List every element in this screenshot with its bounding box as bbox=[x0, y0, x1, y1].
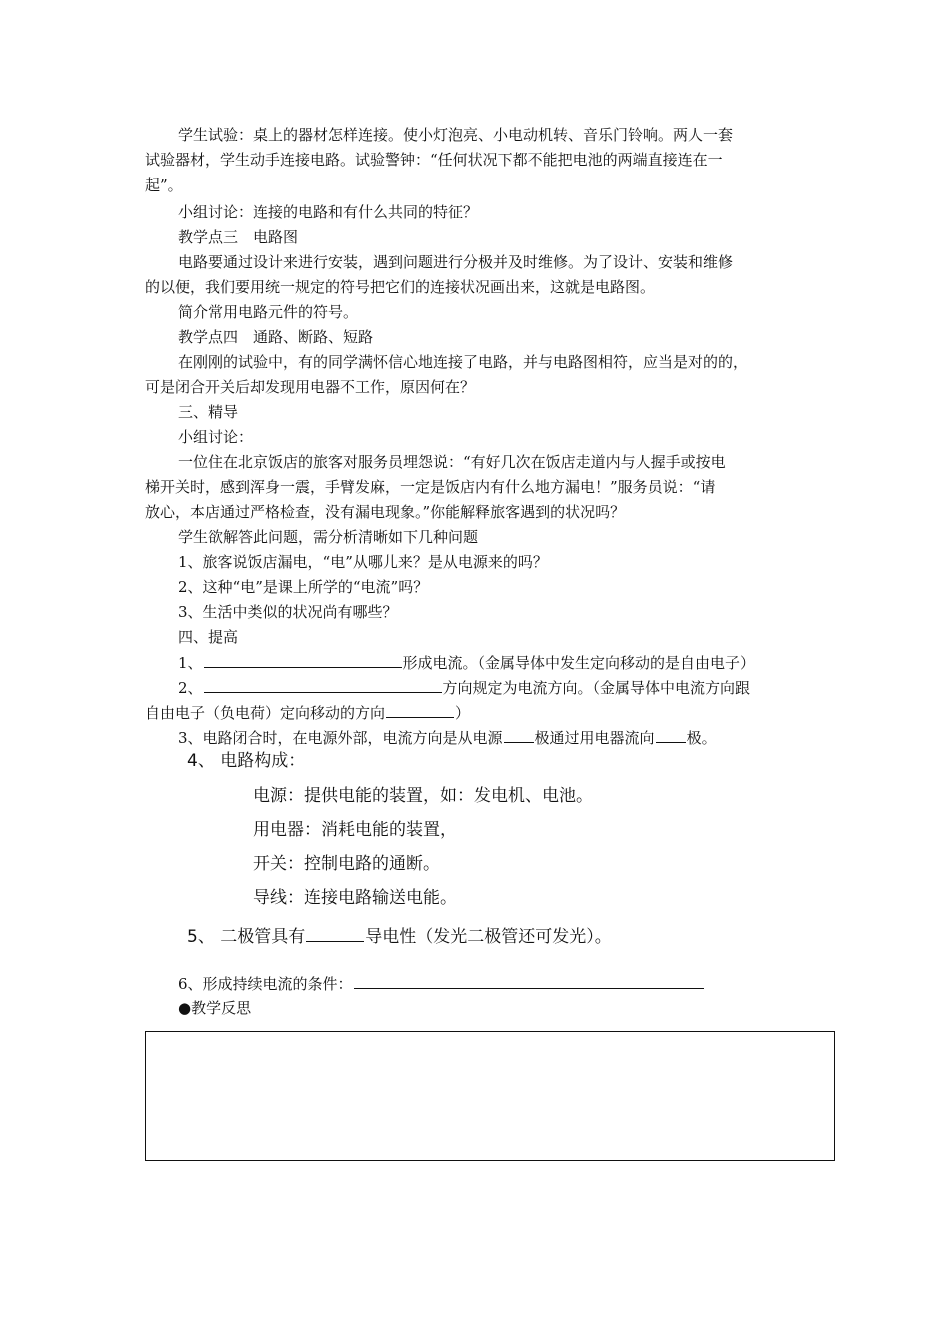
fill-blank[interactable] bbox=[504, 727, 534, 743]
reflection-heading: ●教学反思 bbox=[178, 999, 252, 1017]
exercise-text: 自由电子（负电荷）定向移动的方向 bbox=[145, 704, 386, 722]
paragraph-line: 放心，本店通过严格检查，没有漏电现象。”你能解释旅客遇到的状况吗？ bbox=[145, 503, 626, 521]
exercise-text: 5、 二极管具有 bbox=[187, 927, 306, 947]
exercise-3 bbox=[178, 727, 717, 748]
paragraph-line: 学生欲解答此问题，需分析清晰如下几种问题 bbox=[178, 528, 479, 546]
question-line: 2、这种“电”是课上所学的“电流”吗？ bbox=[178, 578, 429, 596]
paragraph-line: 简介常用电路元件的符号。 bbox=[178, 303, 359, 321]
exercise-5 bbox=[187, 924, 612, 949]
exercise-text: 极。 bbox=[686, 729, 717, 747]
exercise-text: 方向规定为电流方向。（金属导体中电流方向跟 bbox=[442, 679, 751, 697]
exercise-text: 3、电路闭合时，在电源外部，电流方向是从电源 bbox=[178, 729, 503, 747]
fill-blank[interactable] bbox=[386, 702, 454, 718]
exercise-text: 6、形成持续电流的条件： bbox=[178, 975, 353, 993]
circuit-part-power: 电源：提供电能的装置，如：发电机、电池。 bbox=[253, 786, 593, 806]
paragraph-line: 梯开关时，感到浑身一震，手臂发麻，一定是饭店内有什么地方漏电！”服务员说：“请 bbox=[145, 478, 716, 496]
circuit-part-wire: 导线：连接电路输送电能。 bbox=[253, 888, 457, 908]
paragraph-line: 电路要通过设计来进行安装，遇到问题进行分极并及时维修。为了设计、安装和维修 bbox=[178, 253, 734, 271]
paragraph-line: 学生试验：桌上的器材怎样连接。使小灯泡亮、小电动机转、音乐门铃响。两人一套 bbox=[178, 126, 734, 144]
exercise-number: 2、 bbox=[178, 679, 203, 697]
question-line: 1、旅客说饭店漏电，“电”从哪儿来？是从电源来的吗？ bbox=[178, 553, 548, 571]
paragraph-line: 起”。 bbox=[145, 176, 183, 194]
section-heading: 教学点三 电路图 bbox=[178, 228, 299, 246]
paragraph-line: 试验器材，学生动手连接电路。试验警钟：“任何状况下都不能把电池的两端直接连在一 bbox=[145, 151, 723, 169]
paragraph-line: 小组讨论：连接的电路和有什么共同的特征？ bbox=[178, 203, 479, 221]
exercise-2 bbox=[178, 677, 750, 698]
section-heading: 四、提高 bbox=[178, 628, 239, 646]
exercise-number: 1、 bbox=[178, 654, 203, 672]
paragraph-line: 在刚刚的试验中，有的同学满怀信心地连接了电路，并与电路图相符，应当是对的的， bbox=[178, 353, 749, 371]
exercise-text: 导电性（发光二极管还可发光）。 bbox=[365, 927, 612, 947]
exercise-6 bbox=[178, 973, 705, 994]
paragraph-line: 小组讨论： bbox=[178, 428, 254, 446]
fill-blank[interactable] bbox=[204, 677, 442, 693]
paragraph-line: 的以便，我们要用统一规定的符号把它们的连接状况画出来，这就是电路图。 bbox=[145, 278, 656, 296]
section-heading: 三、精导 bbox=[178, 403, 239, 421]
question-line: 3、生活中类似的状况尚有哪些？ bbox=[178, 603, 398, 621]
exercise-4-title: 4、 电路构成： bbox=[187, 751, 306, 771]
paragraph-line: 一位住在北京饭店的旅客对服务员埋怨说：“有好几次在饭店走道内与人握手或按电 bbox=[178, 453, 726, 471]
exercise-text: 极通过用电器流向 bbox=[534, 729, 655, 747]
fill-blank[interactable] bbox=[204, 652, 402, 668]
fill-blank[interactable] bbox=[354, 973, 704, 989]
exercise-2-continued bbox=[145, 702, 470, 723]
fill-blank[interactable] bbox=[656, 727, 686, 743]
reflection-box[interactable] bbox=[145, 1031, 835, 1161]
exercise-1 bbox=[178, 652, 755, 673]
paragraph-line: 可是闭合开关后却发现用电器不工作，原因何在？ bbox=[145, 378, 476, 396]
circuit-part-load: 用电器：消耗电能的装置， bbox=[253, 820, 457, 840]
circuit-part-switch: 开关：控制电路的通断。 bbox=[253, 854, 440, 874]
exercise-text: 形成电流。（金属导体中发生定向移动的是自由电子） bbox=[402, 654, 756, 672]
section-heading: 教学点四 通路、断路、短路 bbox=[178, 328, 374, 346]
exercise-text: ） bbox=[455, 704, 471, 722]
fill-blank[interactable] bbox=[306, 924, 364, 942]
